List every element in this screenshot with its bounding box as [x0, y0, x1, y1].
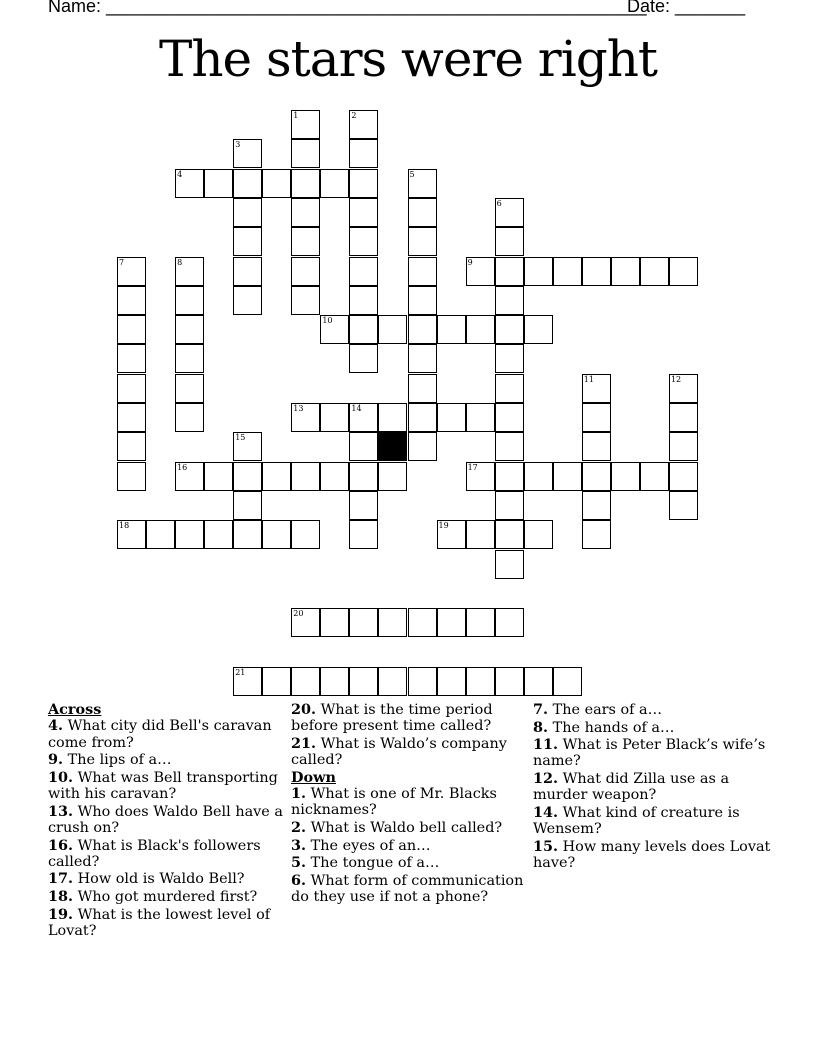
clue-number-label: 19: [438, 521, 449, 531]
grid-cell[interactable]: [291, 139, 320, 168]
grid-cell[interactable]: [669, 403, 698, 432]
clue-number: 9.: [48, 751, 64, 769]
grid-cell[interactable]: [320, 315, 349, 344]
grid-cell[interactable]: [233, 169, 262, 198]
grid-cell[interactable]: [117, 257, 146, 286]
grid-cell[interactable]: [582, 432, 611, 461]
grid-cell[interactable]: [408, 608, 437, 637]
grid-cell[interactable]: [669, 432, 698, 461]
clue-number-label: 11: [583, 374, 594, 384]
grid-cell[interactable]: [320, 608, 349, 637]
grid-cell[interactable]: [582, 257, 611, 286]
grid-cell[interactable]: [320, 462, 349, 491]
grid-cell[interactable]: [146, 520, 175, 549]
grid-cell[interactable]: [466, 520, 495, 549]
grid-cell[interactable]: [466, 257, 495, 286]
grid-cell[interactable]: [175, 257, 204, 286]
grid-cell[interactable]: [349, 110, 378, 139]
clue-number: 12.: [533, 770, 559, 788]
grid-cell[interactable]: [408, 286, 437, 315]
grid-cell[interactable]: [524, 257, 553, 286]
grid-cell[interactable]: [320, 403, 349, 432]
clue-text: How old is Waldo Bell?: [73, 871, 245, 888]
date-field-label: Date: _______: [627, 0, 746, 16]
clue-number-label: 12: [670, 374, 682, 384]
grid-cell[interactable]: [117, 286, 146, 315]
grid-cell[interactable]: [117, 462, 146, 491]
grid-cell[interactable]: [175, 374, 204, 403]
clue-text: What city did Bell's caravan come from?: [48, 718, 272, 751]
down-clue: [533, 839, 773, 872]
grid-cell[interactable]: [495, 432, 524, 461]
grid-cell[interactable]: [495, 667, 524, 696]
grid-cell[interactable]: [349, 491, 378, 520]
clue-number-label: 16: [177, 462, 188, 472]
clue-number-label: 14: [351, 404, 362, 413]
clue-text: What is the lowest level of Lovat?: [48, 906, 271, 939]
grid-cell[interactable]: [349, 198, 378, 227]
grid-cell[interactable]: [262, 462, 291, 491]
across-clue: [291, 702, 531, 735]
clue-number-label: 8: [177, 257, 183, 267]
clue-number-label: 15: [235, 433, 246, 443]
clue-number: 14.: [533, 803, 559, 821]
grid-cell[interactable]: [466, 667, 495, 696]
across-clue: [48, 871, 288, 887]
clue-text: Who does Waldo Bell have a crush on?: [48, 803, 283, 836]
grid-cell[interactable]: [582, 520, 611, 549]
grid-cell[interactable]: [175, 286, 204, 315]
clue-number: 5.: [291, 854, 307, 872]
grid-cell[interactable]: [495, 608, 524, 637]
grid-cell[interactable]: [291, 520, 320, 549]
down-clue: [533, 720, 773, 736]
grid-cell[interactable]: [524, 462, 553, 491]
clue-number-label: 10: [322, 316, 333, 326]
across-clue: [48, 889, 288, 905]
down-heading: Down: [291, 768, 336, 786]
grid-cell[interactable]: [466, 403, 495, 432]
clue-number-label: 1: [293, 111, 299, 120]
grid-cell[interactable]: [349, 169, 378, 198]
grid-cell[interactable]: [408, 257, 437, 286]
puzzle-title: The stars were right: [158, 30, 658, 88]
grid-cell[interactable]: [553, 667, 582, 696]
clue-column-3: [533, 702, 773, 873]
grid-cell[interactable]: [495, 257, 524, 286]
clue-number-label: 4: [177, 169, 183, 179]
grid-cell[interactable]: [349, 403, 378, 432]
grid-cell[interactable]: [262, 169, 291, 198]
grid-cell[interactable]: [611, 462, 640, 491]
down-clue: [291, 873, 531, 906]
clue-number: 8.: [533, 718, 549, 736]
clue-number-label: 7: [119, 257, 125, 267]
grid-cell[interactable]: [233, 462, 262, 491]
clue-number: 11.: [533, 736, 559, 754]
grid-cell[interactable]: [582, 374, 611, 403]
grid-cell[interactable]: [582, 491, 611, 520]
clue-number: 20.: [291, 701, 317, 718]
down-clue: [533, 771, 773, 804]
grid-cell[interactable]: [495, 403, 524, 432]
across-clue: [48, 907, 288, 940]
grid-cell[interactable]: [233, 286, 262, 315]
grid-cell[interactable]: [466, 608, 495, 637]
grid-cell[interactable]: [495, 462, 524, 491]
grid-cell[interactable]: [378, 608, 407, 637]
grid-cell[interactable]: [495, 286, 524, 315]
grid-cell[interactable]: [175, 520, 204, 549]
clue-text: Who got murdered first?: [73, 889, 258, 906]
clue-number: 16.: [48, 836, 74, 854]
grid-cell[interactable]: [408, 432, 437, 461]
clue-number: 19.: [48, 905, 74, 923]
grid-cell[interactable]: [378, 403, 407, 432]
clue-number: 10.: [48, 768, 74, 786]
grid-cell[interactable]: [349, 432, 378, 461]
grid-cell[interactable]: [117, 403, 146, 432]
grid-cell[interactable]: [437, 608, 466, 637]
clue-text: What is Black's followers called?: [48, 837, 261, 870]
clue-number-label: 2: [351, 111, 357, 120]
grid-cell[interactable]: [408, 374, 437, 403]
clue-column-1: [48, 702, 288, 941]
grid-cell[interactable]: [175, 169, 204, 198]
grid-cell[interactable]: [524, 315, 553, 344]
across-clue: [48, 804, 288, 837]
name-field-label: Name: ______________________________________________________: [48, 0, 647, 16]
grid-cell[interactable]: [291, 667, 320, 696]
grid-cell[interactable]: [320, 169, 349, 198]
grid-cell[interactable]: [437, 667, 466, 696]
clue-number-label: 6: [496, 198, 502, 208]
grid-cell[interactable]: [291, 227, 320, 256]
grid-cell[interactable]: [233, 198, 262, 227]
grid-cell[interactable]: [291, 286, 320, 315]
grid-cell[interactable]: [349, 520, 378, 549]
clue-number-label: 18: [119, 521, 130, 531]
grid-cell[interactable]: [495, 550, 524, 579]
grid-cell[interactable]: [291, 169, 320, 198]
across-clue: [48, 838, 288, 871]
grid-cell[interactable]: [408, 227, 437, 256]
grid-cell[interactable]: [204, 520, 233, 549]
across-clue: [48, 752, 288, 768]
clue-number-label: 9: [467, 257, 473, 267]
grid-cell[interactable]: [175, 462, 204, 491]
grid-cell[interactable]: [349, 139, 378, 168]
grid-cell[interactable]: [524, 520, 553, 549]
grid-cell[interactable]: [408, 315, 437, 344]
down-clue: [533, 702, 773, 718]
grid-cell[interactable]: [233, 139, 262, 168]
clue-text: The tongue of a…: [306, 855, 440, 872]
grid-cell[interactable]: [495, 520, 524, 549]
down-clue: [291, 786, 531, 819]
down-clue: [533, 737, 773, 770]
grid-black-cell: [378, 432, 407, 461]
grid-cell[interactable]: [291, 257, 320, 286]
grid-cell[interactable]: [175, 344, 204, 373]
grid-cell[interactable]: [175, 403, 204, 432]
clue-text: What is one of Mr. Blacks nicknames?: [291, 786, 497, 819]
grid-cell[interactable]: [117, 520, 146, 549]
across-clue: [48, 718, 288, 751]
clue-number: 3.: [291, 836, 307, 854]
grid-cell[interactable]: [233, 432, 262, 461]
grid-cell[interactable]: [349, 227, 378, 256]
clue-number: 1.: [291, 785, 307, 803]
grid-cell[interactable]: [262, 667, 291, 696]
clue-number-label: 5: [409, 169, 415, 179]
grid-cell[interactable]: [640, 462, 669, 491]
clue-text: What is Peter Black’s wife’s name?: [533, 737, 766, 770]
clue-text: What is Waldo’s company called?: [291, 735, 507, 769]
down-clue: [291, 820, 531, 836]
down-clue: [533, 805, 773, 838]
grid-cell[interactable]: [640, 257, 669, 286]
clue-text: What is the time period before present time called?: [291, 702, 493, 735]
clue-number: 7.: [533, 701, 549, 718]
clue-text: The eyes of an…: [306, 837, 431, 854]
grid-cell[interactable]: [349, 344, 378, 373]
clue-number-label: 13: [293, 404, 304, 413]
clue-text: What kind of creature is Wensem?: [533, 804, 740, 838]
grid-cell[interactable]: [117, 315, 146, 344]
grid-cell[interactable]: [437, 520, 466, 549]
grid-cell[interactable]: [291, 462, 320, 491]
grid-cell[interactable]: [262, 520, 291, 549]
grid-cell[interactable]: [669, 462, 698, 491]
grid-cell[interactable]: [291, 198, 320, 227]
grid-cell[interactable]: [117, 344, 146, 373]
grid-cell[interactable]: [524, 667, 553, 696]
grid-cell[interactable]: [291, 608, 320, 637]
clue-number: 2.: [291, 818, 307, 836]
clue-text: What form of communication do they use if not a phone?: [291, 872, 524, 906]
grid-cell[interactable]: [553, 462, 582, 491]
across-clue: [291, 736, 531, 769]
clue-number: 6.: [291, 871, 307, 889]
clue-number: 18.: [48, 888, 74, 906]
grid-cell[interactable]: [495, 491, 524, 520]
clue-number: 17.: [48, 870, 74, 888]
clue-text: The hands of a…: [548, 719, 675, 736]
across-clue: [48, 770, 288, 803]
clue-number: 4.: [48, 717, 64, 735]
grid-cell[interactable]: [378, 667, 407, 696]
down-clue: [291, 838, 531, 854]
grid-cell[interactable]: [408, 667, 437, 696]
grid-cell[interactable]: [349, 667, 378, 696]
grid-cell[interactable]: [204, 169, 233, 198]
grid-cell[interactable]: [437, 403, 466, 432]
grid-cell[interactable]: [495, 374, 524, 403]
grid-cell[interactable]: [611, 257, 640, 286]
grid-cell[interactable]: [669, 491, 698, 520]
grid-cell[interactable]: [553, 257, 582, 286]
clue-text: The lips of a…: [63, 752, 172, 769]
grid-cell[interactable]: [669, 374, 698, 403]
clue-text: How many levels does Lovat have?: [533, 838, 771, 872]
grid-cell[interactable]: [349, 286, 378, 315]
grid-cell[interactable]: [233, 227, 262, 256]
grid-cell[interactable]: [233, 520, 262, 549]
grid-cell[interactable]: [408, 169, 437, 198]
clue-column-2: [291, 702, 531, 907]
grid-cell[interactable]: [233, 257, 262, 286]
grid-cell[interactable]: [233, 667, 262, 696]
clue-number: 15.: [533, 837, 559, 855]
grid-cell[interactable]: [349, 608, 378, 637]
grid-cell[interactable]: [378, 315, 407, 344]
grid-cell[interactable]: [349, 257, 378, 286]
clue-number: 21.: [291, 734, 317, 752]
grid-cell[interactable]: [320, 667, 349, 696]
clue-number-label: 20: [293, 609, 304, 619]
grid-cell[interactable]: [495, 344, 524, 373]
grid-cell[interactable]: [291, 110, 320, 139]
clue-text: What was Bell transporting with his caravan?: [48, 769, 278, 803]
grid-cell[interactable]: [117, 432, 146, 461]
clue-text: What is Waldo bell called?: [306, 819, 503, 836]
grid-cell[interactable]: [408, 403, 437, 432]
grid-cell[interactable]: [466, 315, 495, 344]
grid-cell[interactable]: [495, 198, 524, 227]
grid-cell[interactable]: [291, 403, 320, 432]
grid-cell[interactable]: [175, 315, 204, 344]
grid-cell[interactable]: [233, 491, 262, 520]
grid-cell[interactable]: [349, 315, 378, 344]
grid-cell[interactable]: [582, 462, 611, 491]
grid-cell[interactable]: [378, 462, 407, 491]
clue-number: 13.: [48, 802, 74, 820]
clue-text: What did Zilla use as a murder weapon?: [533, 771, 730, 804]
across-heading: Across: [48, 701, 102, 718]
clue-number-label: 17: [467, 462, 478, 472]
clue-number-label: 21: [235, 667, 246, 677]
grid-cell[interactable]: [466, 462, 495, 491]
grid-cell[interactable]: [437, 315, 466, 344]
grid-cell[interactable]: [582, 403, 611, 432]
grid-cell[interactable]: [495, 227, 524, 256]
grid-cell[interactable]: [117, 374, 146, 403]
grid-cell[interactable]: [204, 462, 233, 491]
clue-text: The ears of a…: [548, 702, 663, 718]
clue-number-label: 3: [235, 140, 241, 150]
down-clue: [291, 855, 531, 871]
grid-cell[interactable]: [495, 315, 524, 344]
grid-cell[interactable]: [349, 462, 378, 491]
grid-cell[interactable]: [408, 198, 437, 227]
grid-cell[interactable]: [669, 257, 698, 286]
grid-cell[interactable]: [408, 344, 437, 373]
